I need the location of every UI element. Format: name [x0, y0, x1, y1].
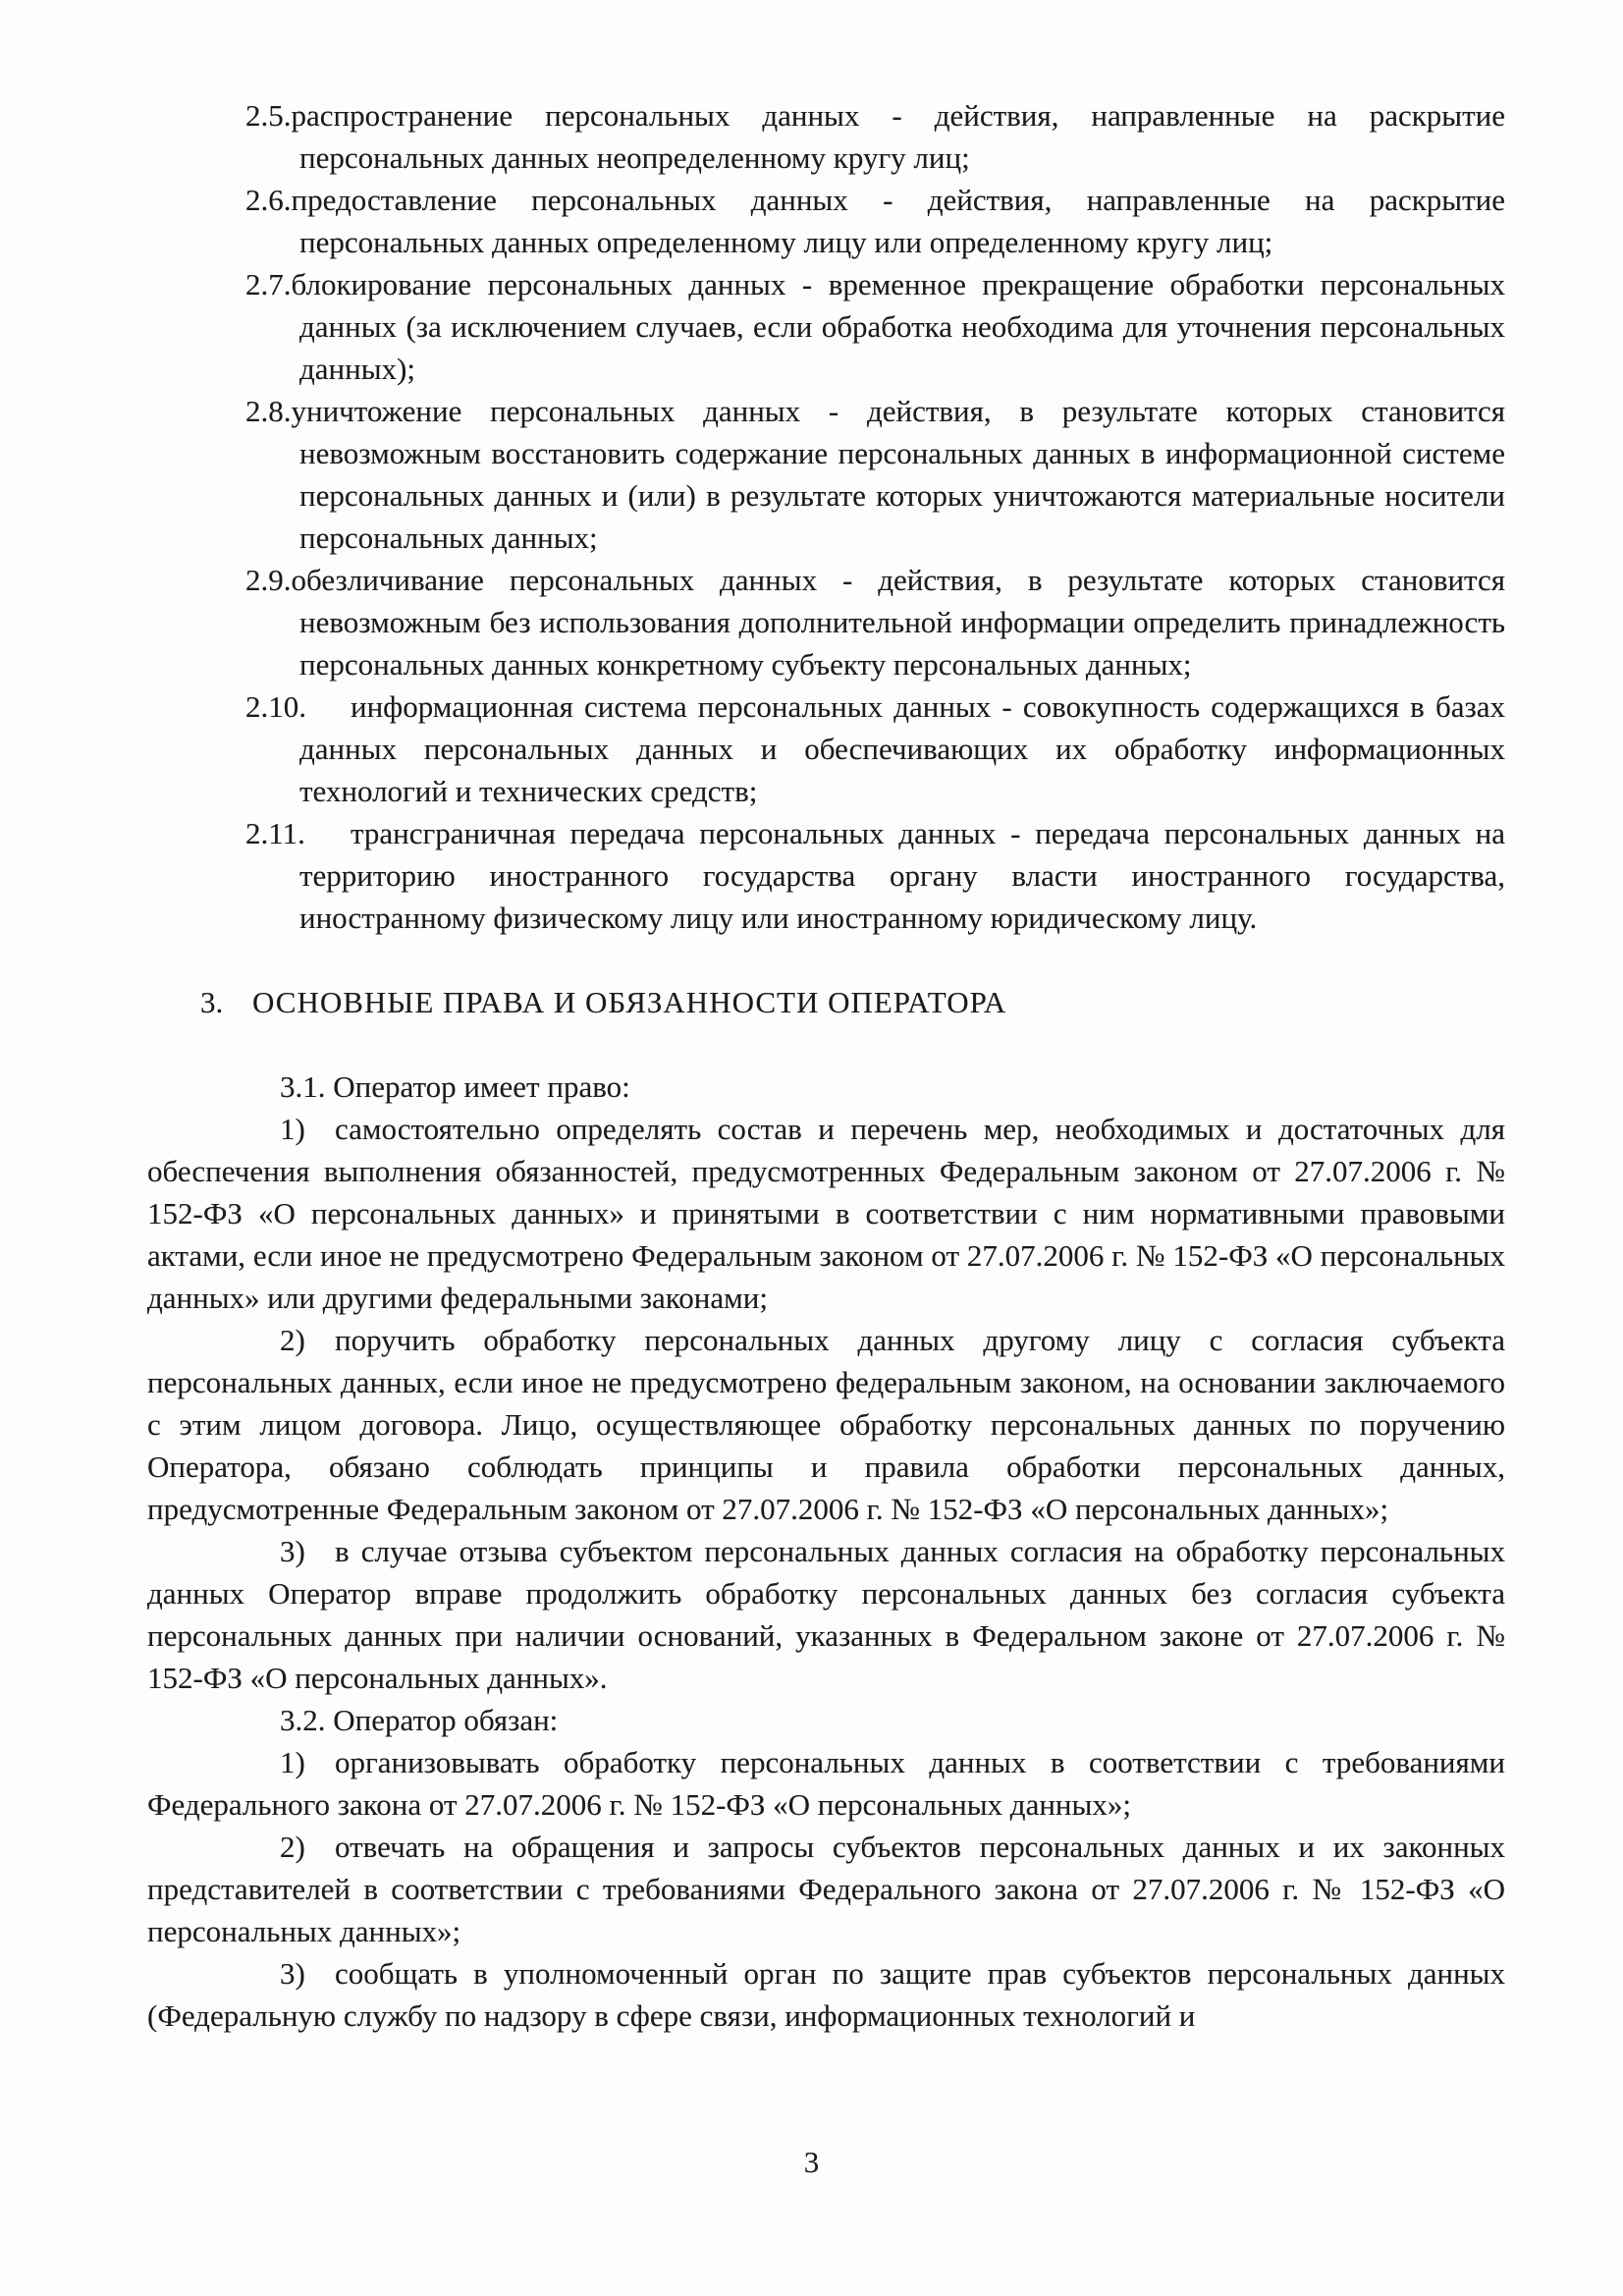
- page-number: 3: [803, 2145, 820, 2179]
- paragraph: [147, 1741, 1505, 1826]
- definition-text: обезличивание персональных данных - действия, в результате которых становится невозможным без использования дополнительной информации определить принадлежность персональных данных конкретному субъекту персональных данных;: [291, 563, 1505, 682]
- definition-text: уничтожение персональных данных - действия, в результате которых становится невозможным восстановить содержание персональных данных в информационной системе персональных данных и (или) в результате которых уничтожаются материальные носители персональных данных;: [291, 394, 1505, 555]
- definition-text: распространение персональных данных - действия, направленные на раскрытие персональных данных неопределенному кругу лиц;: [291, 98, 1505, 175]
- paragraph-text: 3.1. Оператор имеет право:: [280, 1069, 630, 1104]
- definition-number: 2.11.: [245, 816, 305, 850]
- definition-text: трансграничная передача персональных данных - передача персональных данных на территорию иностранного государства органу власти иностранного государства, иностранному физическому лицу или иностранному юридическому лицу.: [299, 816, 1505, 935]
- definition-item: [147, 559, 1505, 685]
- paragraph: [147, 1319, 1505, 1530]
- definition-number: 2.9.: [245, 563, 292, 597]
- paragraph-text: организовывать обработку персональных данных в соответствии с требованиями Федерального закона от 27.07.2006 г. № 152-ФЗ «О персональных данных»;: [147, 1745, 1505, 1822]
- paragraph-number: 3): [280, 1956, 305, 1991]
- paragraph-text: поручить обработку персональных данных другому лицу с согласия субъекта персональных данных, если иное не предусмотрено федеральным законом, на основании заключаемого с этим лицом договора. Лицо, осуществляющее обработку персональных данных по поручению Оператора, обязано соблюдать принципы и правила обработки персональных данных, предусмотренные Федеральным законом от 27.07.2006 г. № 152-ФЗ «О персональных данных»;: [147, 1323, 1505, 1526]
- paragraph-number: 2): [280, 1830, 305, 1864]
- paragraph: [147, 1108, 1505, 1319]
- paragraph-number: 2): [280, 1323, 305, 1357]
- section-number: 3.: [200, 985, 224, 1019]
- definition-item: [147, 179, 1505, 263]
- definition-number: 2.5.: [245, 98, 292, 133]
- section-title: ОСНОВНЫЕ ПРАВА И ОБЯЗАННОСТИ ОПЕРАТОРА: [252, 985, 1007, 1019]
- definitions-list: [147, 94, 1505, 939]
- definition-item: [147, 94, 1505, 179]
- paragraph-text: сообщать в уполномоченный орган по защите прав субъектов персональных данных (Федеральную службу по надзору в сфере связи, информационных технологий и: [147, 1956, 1505, 2033]
- page-footer: [0, 2141, 1623, 2183]
- paragraph-text: 3.2. Оператор обязан:: [280, 1703, 559, 1737]
- paragraph: [147, 1530, 1505, 1699]
- definition-item: [147, 390, 1505, 559]
- paragraph-text: самостоятельно определять состав и перечень мер, необходимых и достаточных для обеспечения выполнения обязанностей, предусмотренных Федеральным законом от 27.07.2006 г. № 152-ФЗ «О персональных данных» и принятыми в соответствии с ним нормативными правовыми актами, если иное не предусмотрено Федеральным законом от 27.07.2006 г. № 152-ФЗ «О персональных данных» или другими федеральными законами;: [147, 1112, 1505, 1315]
- paragraph: [147, 1066, 1505, 1108]
- definition-number: 2.10.: [245, 689, 306, 724]
- paragraph: [147, 1952, 1505, 2037]
- definition-number: 2.8.: [245, 394, 292, 428]
- paragraph: [147, 1699, 1505, 1741]
- paragraph-number: 1): [280, 1745, 305, 1779]
- paragraph: [147, 1826, 1505, 1952]
- definition-number: 2.7.: [245, 267, 292, 301]
- paragraph-text: отвечать на обращения и запросы субъектов персональных данных и их законных представителей в соответствии с требованиями Федерального закона от 27.07.2006 г. № 152-ФЗ «О персональных данных»;: [147, 1830, 1505, 1948]
- paragraph-text: в случае отзыва субъектом персональных данных согласия на обработку персональных данных Оператор вправе продолжить обработку персональных данных без согласия субъекта персональных данных при наличии оснований, указанных в Федеральном законе от 27.07.2006 г. № 152-ФЗ «О персональных данных».: [147, 1534, 1505, 1695]
- definition-number: 2.6.: [245, 183, 292, 217]
- definition-text: информационная система персональных данных - совокупность содержащихся в базах данных персональных данных и обеспечивающих их обработку информационных технологий и технических средств;: [299, 689, 1505, 808]
- section-heading: [147, 981, 1505, 1023]
- definition-item: [147, 685, 1505, 812]
- paragraph-number: 1): [280, 1112, 305, 1146]
- definition-item: [147, 263, 1505, 390]
- definition-text: блокирование персональных данных - временное прекращение обработки персональных данных (за исключением случаев, если обработка необходима для уточнения персональных данных);: [291, 267, 1505, 386]
- section-paragraphs: [147, 1066, 1505, 2037]
- definition-item: [147, 812, 1505, 939]
- paragraph-number: 3): [280, 1534, 305, 1568]
- definition-text: предоставление персональных данных - действия, направленные на раскрытие персональных данных определенному лицу или определенному кругу лиц;: [291, 183, 1505, 259]
